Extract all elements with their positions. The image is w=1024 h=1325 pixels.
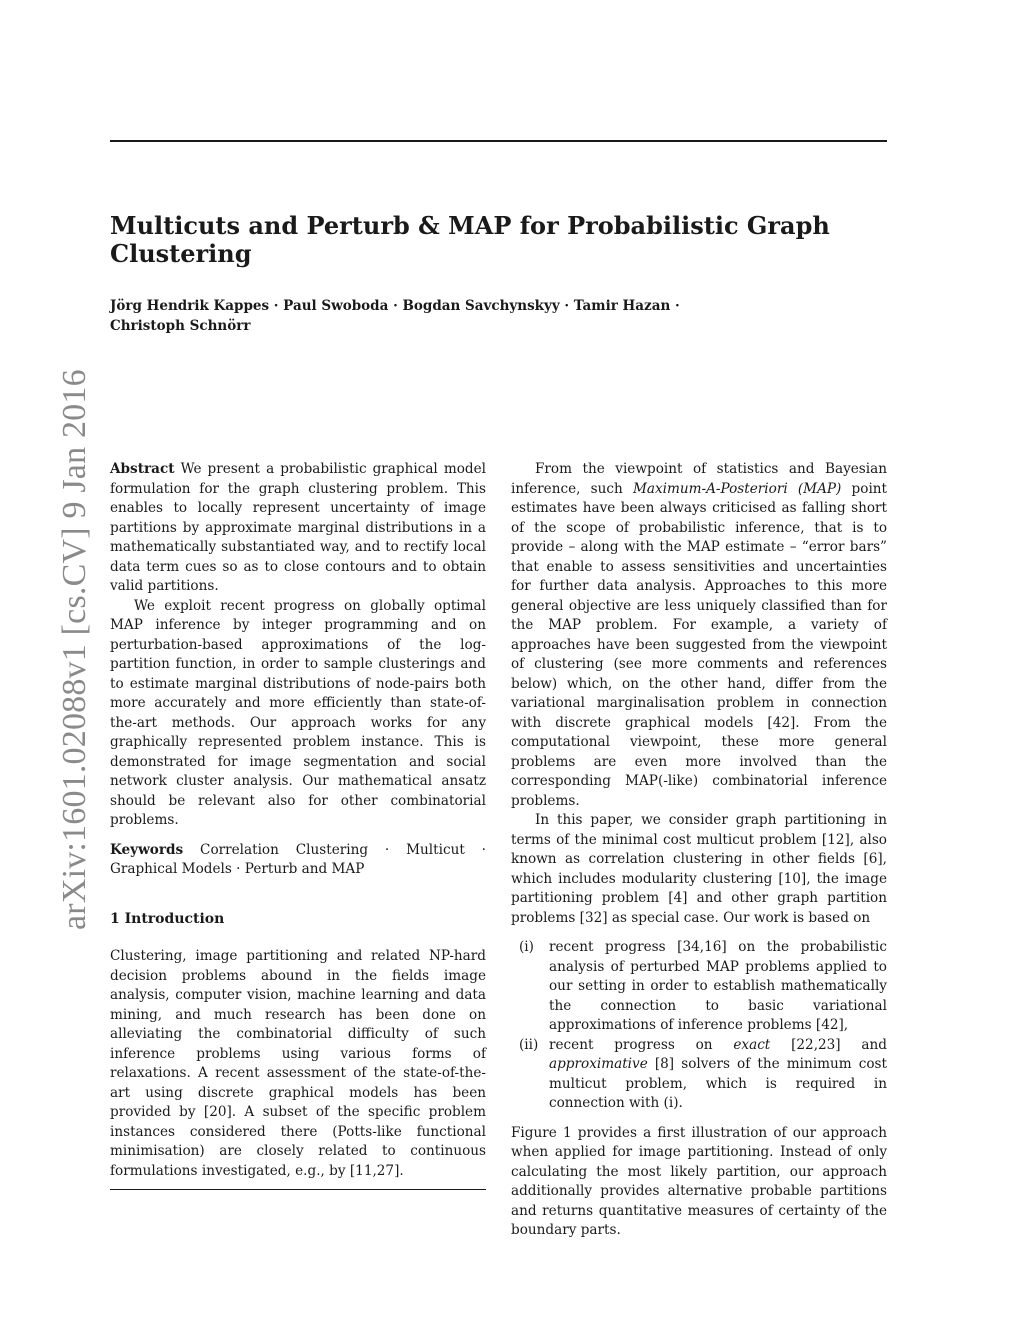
exact-term: exact xyxy=(733,1036,771,1053)
footnote-rule xyxy=(110,1189,486,1190)
left-column xyxy=(110,460,486,1190)
right-paragraph-2: In this paper, we consider graph partitioning in terms of the minimal cost multicut problem [12], also known as correlation clustering in other fields [6], which includes modularity clustering [10], the image partitioning problem [4] and other graph partition problems [32] as special case. Our work is based on xyxy=(511,812,887,926)
keywords xyxy=(110,841,486,880)
map-term: Maximum-A-Posteriori (MAP) xyxy=(632,480,842,497)
arxiv-watermark: arXiv:1601.02088v1 [cs.CV] 9 Jan 2016 xyxy=(56,369,93,930)
list-item-text-b: [22,23] and xyxy=(770,1036,887,1053)
introduction-paragraph-1: Clustering, image partitioning and related NP-hard decision problems abound in the fields image analysis, computer vision, machine learning and data mining, and much research has been done on alleviating the combinatorial difficulty of such inference problems using various forms of relaxations. A recent assessment of the state-of-the-art using discrete graphical models has been provided by [20]. A subset of the specific problem instances considered there (Potts-like functional minimisation) are closely related to continuous formulations investigated, e.g., by [11,27]. xyxy=(110,948,486,1179)
header-rule xyxy=(110,140,887,142)
right-p1-text-b: point estimates have been always criticised as falling short of the scope of probabilistic inference, that is to provide – along with the MAP estimate – “error bars” that enable to assess sensitivities and uncertainties for further data analysis. Approaches to this more general objective are less uniquely classified than for the MAP problem. For example, a variety of approaches have been suggested from the viewpoint of clustering (see more comments and references below) which, on the other hand, differ from the variational marginalisation problem in connection with discrete graphical models [42]. From the computational viewpoint, these more general problems are even more involved than the corresponding MAP(-like) combinatorial inference problems. xyxy=(511,480,888,809)
right-p1-text-a: From the viewpoint of statistics and Bayesian inference, such xyxy=(511,461,887,497)
keywords-label: Keywords xyxy=(110,841,184,858)
list-marker: (ii) xyxy=(519,1036,539,1053)
abstract-paragraph-1 xyxy=(110,460,486,597)
paper-title: Multicuts and Perturb & MAP for Probabilistic Graph Clustering xyxy=(110,211,830,268)
list-item-text-a: recent progress on xyxy=(549,1036,734,1053)
section-heading-introduction: 1 Introduction xyxy=(110,910,225,927)
right-column xyxy=(511,460,887,1241)
abstract-text-1: We present a probabilistic graphical model formulation for the graph clustering problem. This enables to locally represent uncertainty of image partitions by approximate marginal distributions in a mathematically substantiated way, and to rectify local data term cues so as to close contours and to obtain valid partitions. xyxy=(110,461,487,594)
right-paragraph-1 xyxy=(511,460,887,811)
approximative-term: approximative xyxy=(549,1056,648,1072)
abstract-paragraph-2: We exploit recent progress on globally optimal MAP inference by integer programming and on perturbation-based approximations of the log-partition function, in order to sample clusterings and to estimate marginal distributions of node-pairs both more accurately and more efficiently than state-of-the-art methods. Our approach works for any graphically represented problem instance. This is demonstrated for image segmentation and social network cluster analysis. Our mathematical ansatz should be relevant also for other combinatorial problems. xyxy=(110,597,486,828)
list-item xyxy=(511,1036,887,1114)
abstract-label: Abstract xyxy=(110,461,175,477)
keywords-text: Correlation Clustering · Multicut · Graphical Models · Perturb and MAP xyxy=(110,841,486,877)
contribution-list xyxy=(511,938,887,1114)
right-paragraph-3: Figure 1 provides a first illustration of our approach when applied for image partitioning. Instead of only calculating the most likely partition, our approach additionally provides alternative probable partitions and returns quantitative measures of certainty of the boundary parts. xyxy=(511,1124,887,1238)
author-list: Jörg Hendrik Kappes · Paul Swoboda · Bogdan Savchynskyy · Tamir Hazan · Christoph Schnörr xyxy=(110,298,680,334)
list-item xyxy=(511,938,887,1036)
list-item-text: recent progress [34,16] on the probabilistic analysis of perturbed MAP problems applied to our setting in order to establish mathematically the connection to basic variational approximations of inference problems [42], xyxy=(549,939,887,1033)
list-item-text-c: [8] solvers of the minimum cost multicut problem, which is required in connection with (i). xyxy=(549,1056,887,1111)
list-marker: (i) xyxy=(519,939,534,955)
